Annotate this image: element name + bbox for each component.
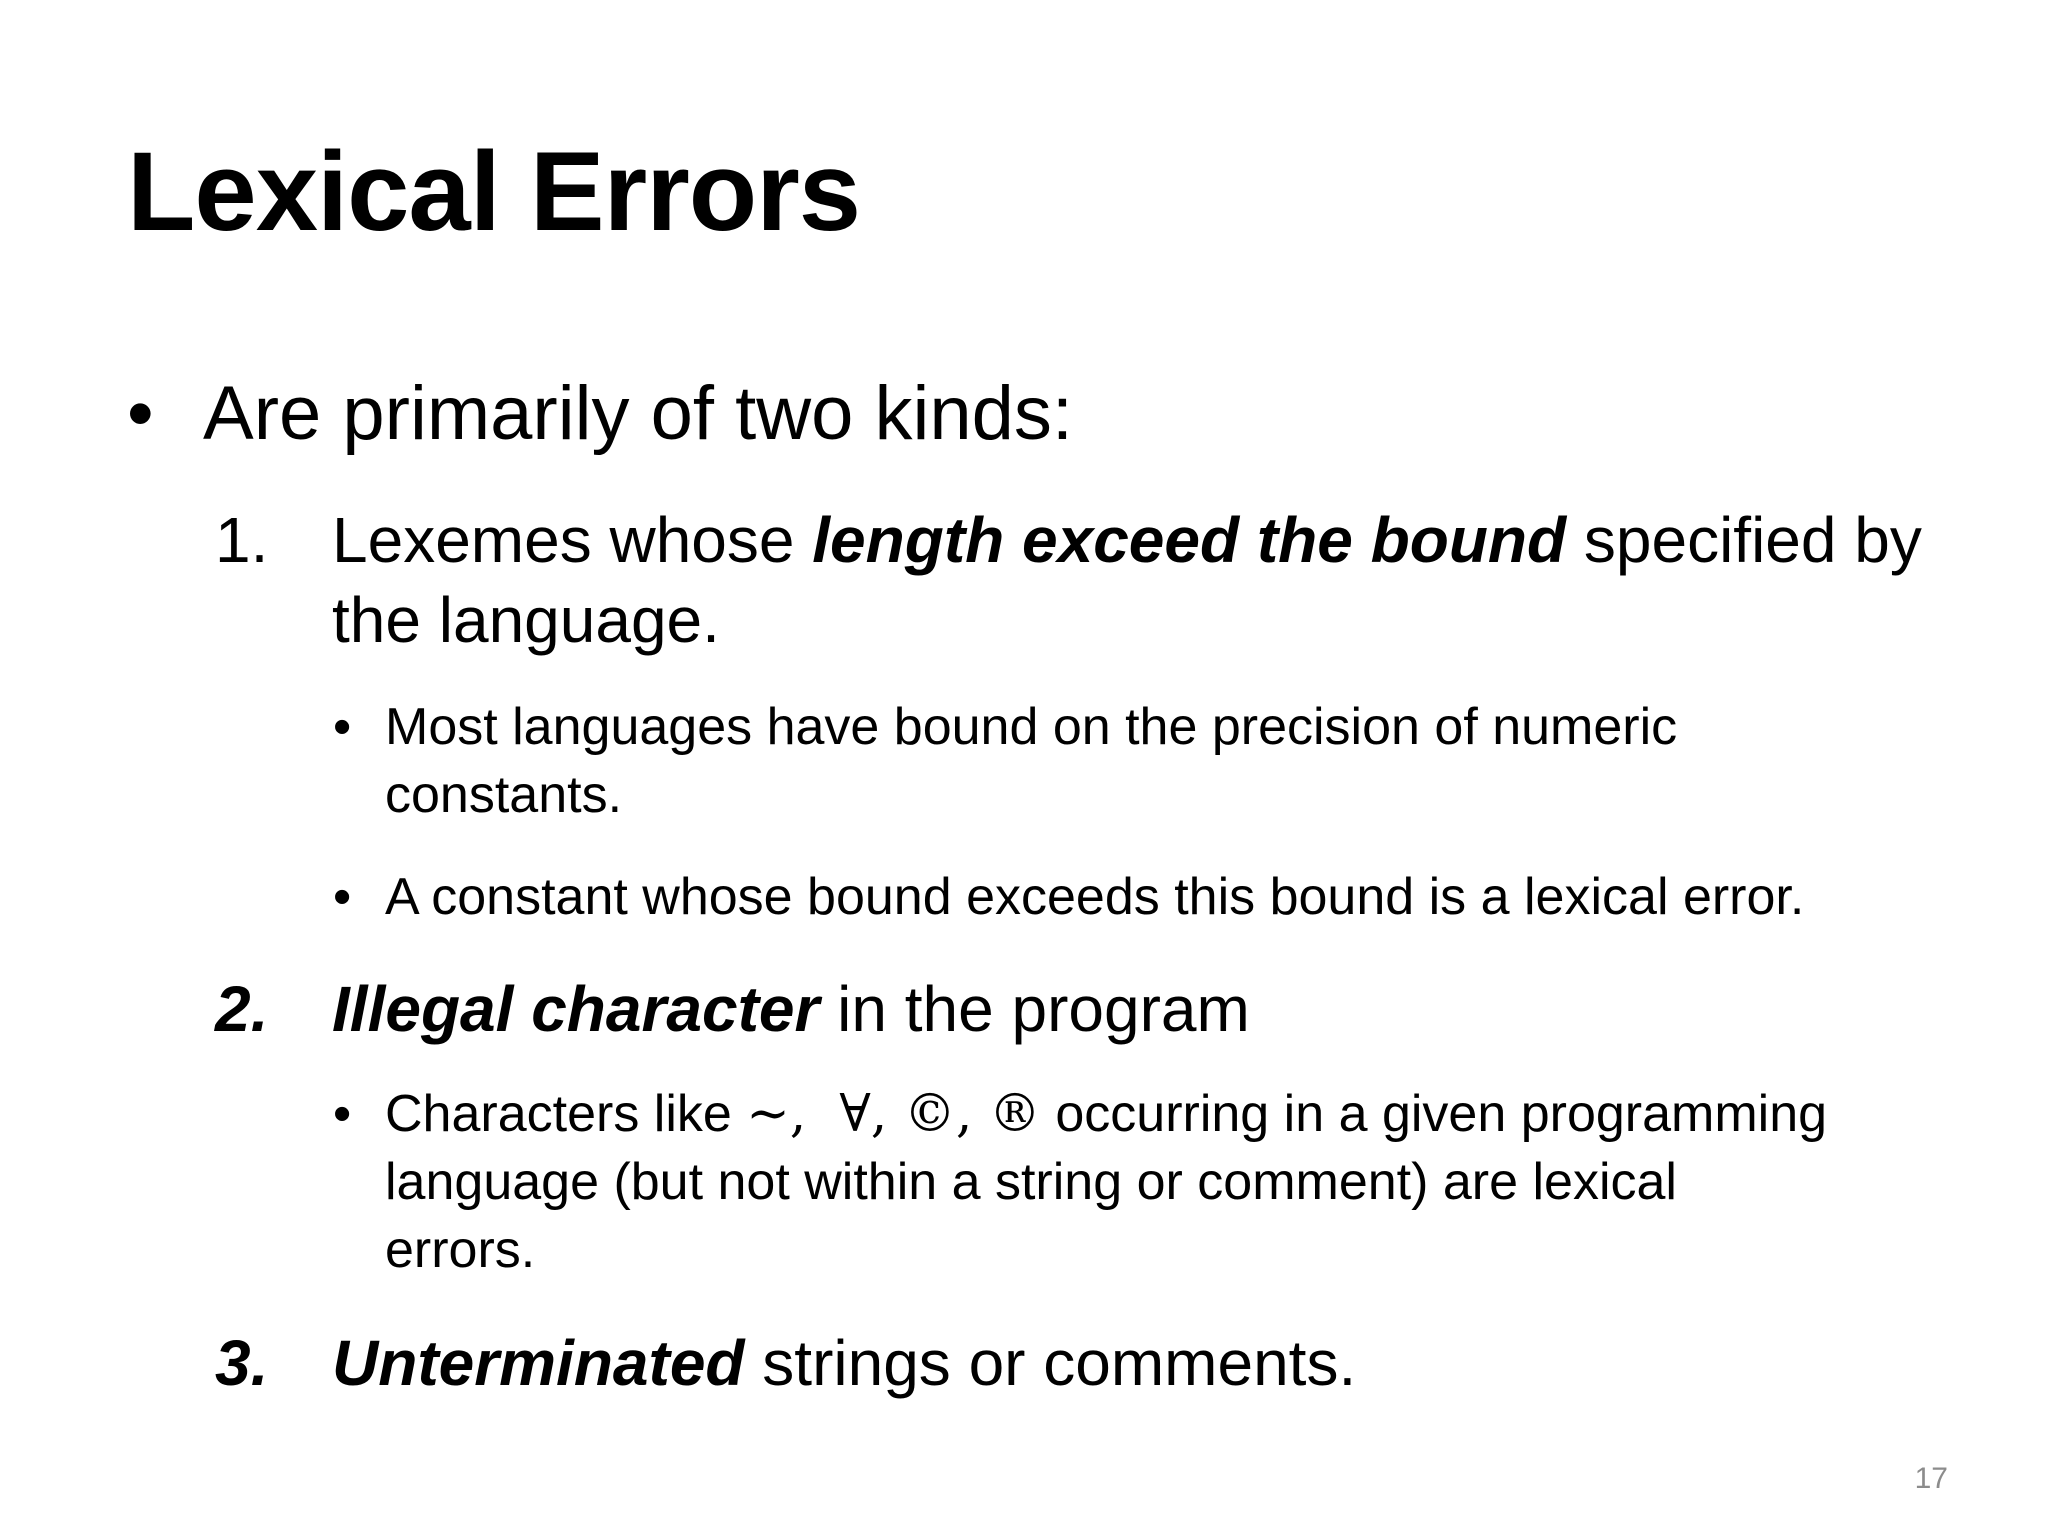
item-1-number: 1. — [215, 504, 269, 576]
item-3-line-1 — [332, 1323, 1356, 1403]
subpoint-2-1-prefix: Characters like — [385, 1085, 747, 1143]
sub-bullet-dot: • — [333, 1085, 352, 1143]
item-2-line-1 — [332, 969, 1250, 1049]
intro-text: Are primarily of two kinds: — [203, 371, 1074, 456]
item-1-continuation: the language. — [332, 584, 720, 656]
subpoint-2-1-line-3: errors. — [385, 1221, 536, 1279]
subpoint-2-1-suffix: occurring in a given programming — [1040, 1085, 1828, 1143]
item-3-text-after: strings or comments. — [744, 1327, 1357, 1399]
item-1-line-1 — [332, 500, 1922, 580]
item-2-number: 2. — [215, 973, 269, 1045]
sub-bullet-dot: • — [333, 868, 352, 926]
item-3-emphasis: Unterminated — [332, 1327, 745, 1399]
slide-title: Lexical Errors — [127, 129, 861, 254]
subpoint-1-1-line-1: Most languages have bound on the precision of numeric — [385, 698, 1678, 756]
bullet-dot: • — [127, 371, 154, 456]
item-1-text-before: Lexemes whose — [332, 504, 813, 576]
subpoint-1-1-line-2: constants. — [385, 766, 623, 824]
page-number: 17 — [1914, 1462, 1948, 1495]
item-3-number: 3. — [215, 1327, 269, 1399]
illegal-symbols: ~, ∀, ©, ® — [746, 1084, 1041, 1144]
subpoint-2-1-line-1 — [385, 1080, 1985, 1148]
item-2-text-after: in the program — [819, 973, 1250, 1045]
sub-bullet-dot: • — [333, 698, 352, 756]
item-1-emphasis: length exceed the bound — [812, 504, 1567, 576]
subpoint-2-1-line-2: language (but not within a string or comment) are lexical — [385, 1153, 1677, 1211]
item-2-emphasis: Illegal character — [332, 973, 820, 1045]
subpoint-1-2-line-1: A constant whose bound exceeds this bound is a lexical error. — [385, 868, 1805, 926]
item-1-text-after: specified by — [1566, 504, 1922, 576]
